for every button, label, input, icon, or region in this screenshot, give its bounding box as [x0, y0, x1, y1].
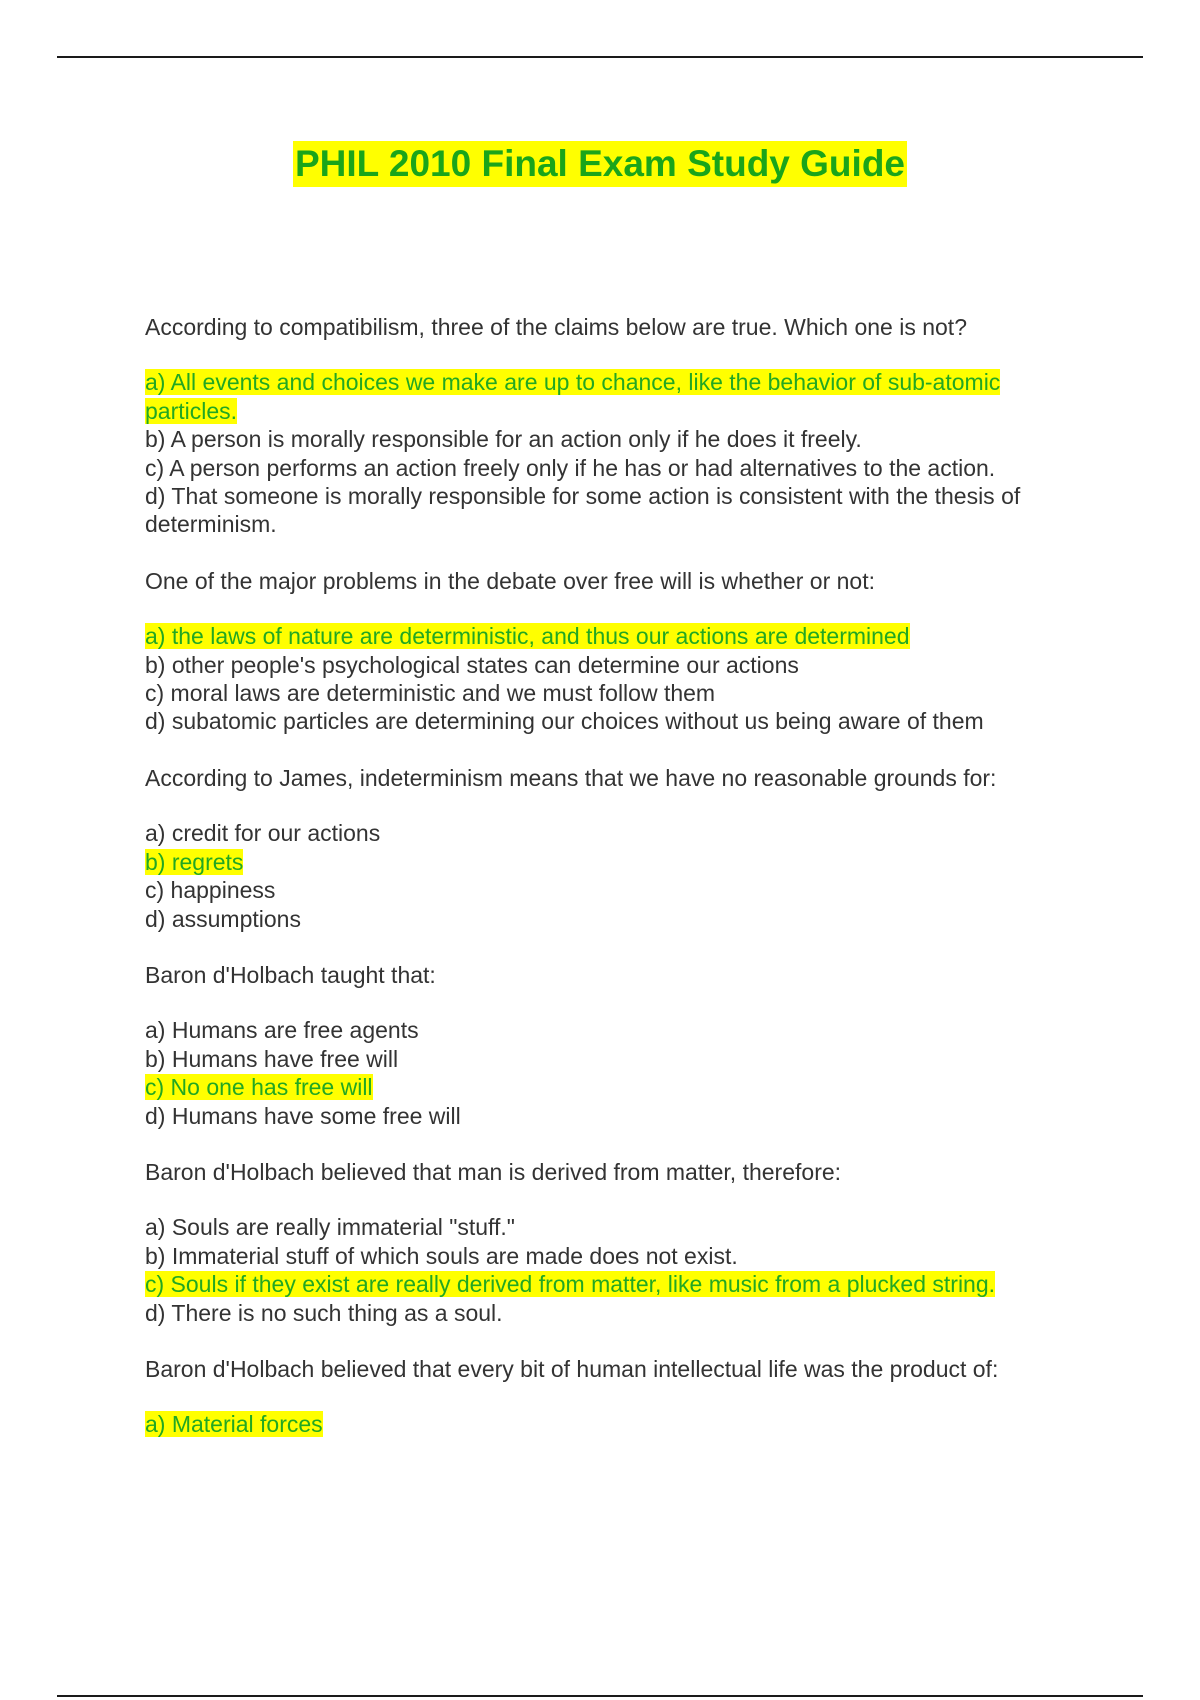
question-prompt: Baron d'Holbach believed that every bit of human intellectual life was the product of: — [145, 1355, 999, 1382]
answer-option-text: d) That someone is morally responsible for some action is consistent with the thesis of determinism. — [145, 483, 1021, 538]
bottom-rule — [57, 1695, 1143, 1697]
question-list — [145, 313, 1075, 1467]
answer-option-text: d) There is no such thing as a soul. — [145, 1299, 503, 1326]
answer-option-correct — [145, 848, 1075, 876]
answer-option — [145, 454, 1075, 482]
question-block — [145, 764, 1075, 933]
answer-option-text: b) regrets — [145, 848, 244, 875]
answer-option-text: a) Humans are free agents — [145, 1017, 419, 1044]
question-block — [145, 961, 1075, 1130]
document-title: PHIL 2010 Final Exam Study Guide — [293, 141, 907, 187]
question-prompt: One of the major problems in the debate over free will is whether or not: — [145, 567, 875, 594]
question-prompt: According to compatibilism, three of the claims below are true. Which one is not? — [145, 314, 967, 340]
answer-option — [145, 1045, 1075, 1073]
question-prompt: According to James, indeterminism means that we have no reasonable grounds for: — [145, 764, 997, 791]
answer-option-text: b) A person is morally responsible for an action only if he does it freely. — [145, 426, 862, 453]
answer-option-correct — [145, 622, 1075, 650]
top-rule — [57, 56, 1143, 58]
answer-option-text: a) Souls are really immaterial "stuff." — [145, 1214, 515, 1241]
answer-option — [145, 651, 1075, 679]
answer-option-text: c) A person performs an action freely only if he has or had alternatives to the action. — [145, 454, 996, 481]
answer-option-text: d) Humans have some free will — [145, 1102, 461, 1129]
answer-option — [145, 905, 1075, 933]
answer-option — [145, 1299, 1075, 1327]
answer-option — [145, 679, 1075, 707]
answer-option-correct — [145, 1410, 1075, 1438]
answer-option — [145, 876, 1075, 904]
answer-option-correct — [145, 1270, 1075, 1298]
answer-option-text: a) All events and choices we make are up to chance, like the behavior of sub-atomic particles. — [145, 369, 1001, 424]
question-prompt: Baron d'Holbach taught that: — [145, 961, 436, 988]
title-container — [0, 141, 1200, 187]
question-block — [145, 1158, 1075, 1327]
answer-option — [145, 819, 1075, 847]
answer-option-text: c) happiness — [145, 877, 276, 904]
answer-option — [145, 707, 1075, 735]
answer-option-text: a) credit for our actions — [145, 820, 381, 847]
answer-option-text: b) Humans have free will — [145, 1045, 399, 1072]
question-block — [145, 313, 1075, 539]
answer-option-correct — [145, 368, 1075, 425]
answer-option-text: b) Immaterial stuff of which souls are made does not exist. — [145, 1242, 738, 1269]
answer-option-text: d) assumptions — [145, 905, 301, 932]
answer-option-text: c) No one has free will — [145, 1074, 373, 1101]
answer-option-text: a) Material forces — [145, 1411, 323, 1438]
answer-option-correct — [145, 1073, 1075, 1101]
answer-option — [145, 1213, 1075, 1241]
answer-option-text: c) moral laws are deterministic and we must follow them — [145, 680, 716, 707]
answer-option — [145, 1242, 1075, 1270]
answer-option-text: c) Souls if they exist are really derived from matter, like music from a plucked string. — [145, 1271, 996, 1298]
question-block — [145, 1355, 1075, 1439]
answer-option — [145, 482, 1075, 539]
answer-option — [145, 1102, 1075, 1130]
answer-option — [145, 1016, 1075, 1044]
question-block — [145, 567, 1075, 736]
answer-option — [145, 425, 1075, 453]
answer-option-text: a) the laws of nature are deterministic, and thus our actions are determined — [145, 623, 910, 650]
question-prompt: Baron d'Holbach believed that man is derived from matter, therefore: — [145, 1158, 842, 1185]
answer-option-text: b) other people's psychological states can determine our actions — [145, 651, 799, 678]
answer-option-text: d) subatomic particles are determining our choices without us being aware of them — [145, 708, 984, 735]
